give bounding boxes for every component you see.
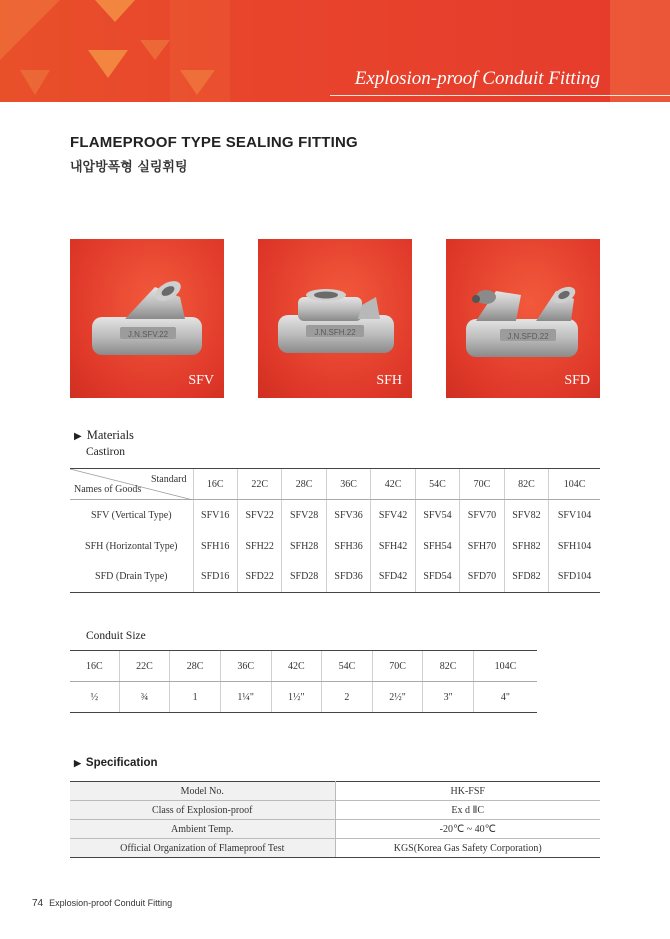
table-cell: SFD22 [237,562,281,593]
footer-text: Explosion-proof Conduit Fitting [49,898,173,908]
table-cell: SFH36 [326,531,370,562]
row-name: SFD (Drain Type) [70,562,193,593]
table-cell: 1¼" [220,682,271,713]
table-cell: SFD42 [371,562,415,593]
materials-col-header: 70C [460,469,504,500]
header-banner [0,0,670,102]
row-name: SFH (Horizontal Type) [85,540,178,552]
materials-header-row [70,469,600,500]
triangle-right-icon: ▶ [74,758,81,768]
specification-heading: ▶ Specification [74,757,158,769]
spec-value: HK-FSF [335,782,600,801]
table-cell: 3" [423,682,474,713]
table-cell: SFV54 [415,500,459,531]
conduit-col-header: 28C [170,651,221,682]
product-photo-sfd [446,239,600,398]
table-row [70,782,600,801]
spec-value: Ex d ⅡC [335,801,600,820]
table-cell: 1 [170,682,221,713]
table-cell: 2½" [372,682,423,713]
table-cell: SFH28 [282,531,326,562]
table-row [70,682,537,713]
page-title: FLAMEPROOF TYPE SEALING FITTING [70,134,358,151]
page-number: 74 [32,898,44,909]
conduit-size-table [70,650,537,713]
table-cell: ¾ [119,682,170,713]
table-cell: SFH70 [460,531,504,562]
materials-col-header: 22C [237,469,281,500]
table-cell: 1½" [271,682,322,713]
materials-table [70,468,600,593]
table-cell: SFD54 [415,562,459,593]
row-name: SFV (Vertical Type) [90,509,172,521]
table-cell: SFV36 [326,500,370,531]
sfv-marking: J.N.SFV.22 [127,330,169,339]
materials-col-header: 104C [549,469,600,500]
conduit-col-header: 36C [220,651,271,682]
table-row [70,531,600,562]
conduit-col-header: 16C [70,651,119,682]
materials-col-header: 28C [282,469,326,500]
materials-col-header: 42C [371,469,415,500]
product-label-sfv: SFV [188,373,214,388]
materials-col-header: 54C [415,469,459,500]
sfh-marking: J.N.SFH.22 [314,328,356,337]
spec-label: Ambient Temp. [70,820,335,839]
table-cell: SFV22 [237,500,281,531]
table-cell: SFH42 [371,531,415,562]
table-row [70,562,600,593]
table-cell: SFD104 [549,562,600,593]
corner-names-label: Names of Goods [74,484,142,495]
product-photo-sfh [258,239,412,398]
conduit-size-heading: Conduit Size [86,630,146,642]
materials-subheading: Castiron [86,446,125,458]
table-cell: SFV16 [193,500,237,531]
corner-standard-label: Standard [150,474,187,485]
table-cell: SFD28 [282,562,326,593]
conduit-header-row [70,651,537,682]
table-cell: SFV28 [282,500,326,531]
materials-col-header: 36C [326,469,370,500]
conduit-col-header: 54C [322,651,373,682]
materials-corner-cell [70,469,193,500]
table-row [70,820,600,839]
spec-label: Official Organization of Flameproof Test [70,839,335,858]
product-label-sfd: SFD [564,373,590,388]
table-cell: SFH54 [415,531,459,562]
table-cell: SFV104 [549,500,600,531]
banner-divider [330,95,670,96]
conduit-col-header: 82C [423,651,474,682]
conduit-col-header: 104C [473,651,537,682]
conduit-col-header: 22C [119,651,170,682]
table-cell: SFV82 [504,500,548,531]
spec-label: Class of Explosion-proof [70,801,335,820]
table-row [70,801,600,820]
page-footer [32,898,172,909]
table-cell: SFD82 [504,562,548,593]
banner-title: Explosion-proof Conduit Fitting [354,68,600,89]
table-cell: SFH82 [504,531,548,562]
sfd-marking: J.N.SFD.22 [507,332,549,341]
table-row [70,839,600,858]
materials-heading: ▶ Materials [74,428,134,442]
table-row [70,500,600,531]
conduit-col-header: 70C [372,651,423,682]
table-cell: 4" [473,682,537,713]
materials-col-header: 82C [504,469,548,500]
conduit-col-header: 42C [271,651,322,682]
page-title-korean: 내압방폭형 실링휘팅 [70,160,188,175]
product-photo-sfv [70,239,224,398]
table-cell: 2 [322,682,373,713]
product-label-sfh: SFH [376,373,402,388]
materials-col-header: 16C [193,469,237,500]
table-cell: SFD36 [326,562,370,593]
triangle-right-icon: ▶ [74,431,82,442]
spec-value: KGS(Korea Gas Safety Corporation) [335,839,600,858]
table-cell: SFV70 [460,500,504,531]
table-cell: SFD70 [460,562,504,593]
specification-table [70,781,600,858]
table-cell: SFD16 [193,562,237,593]
table-cell: SFV42 [371,500,415,531]
spec-label: Model No. [70,782,335,801]
table-cell: SFH104 [549,531,600,562]
table-cell: ½ [70,682,119,713]
table-cell: SFH16 [193,531,237,562]
spec-value: -20℃ ~ 40℃ [335,820,600,839]
table-cell: SFH22 [237,531,281,562]
